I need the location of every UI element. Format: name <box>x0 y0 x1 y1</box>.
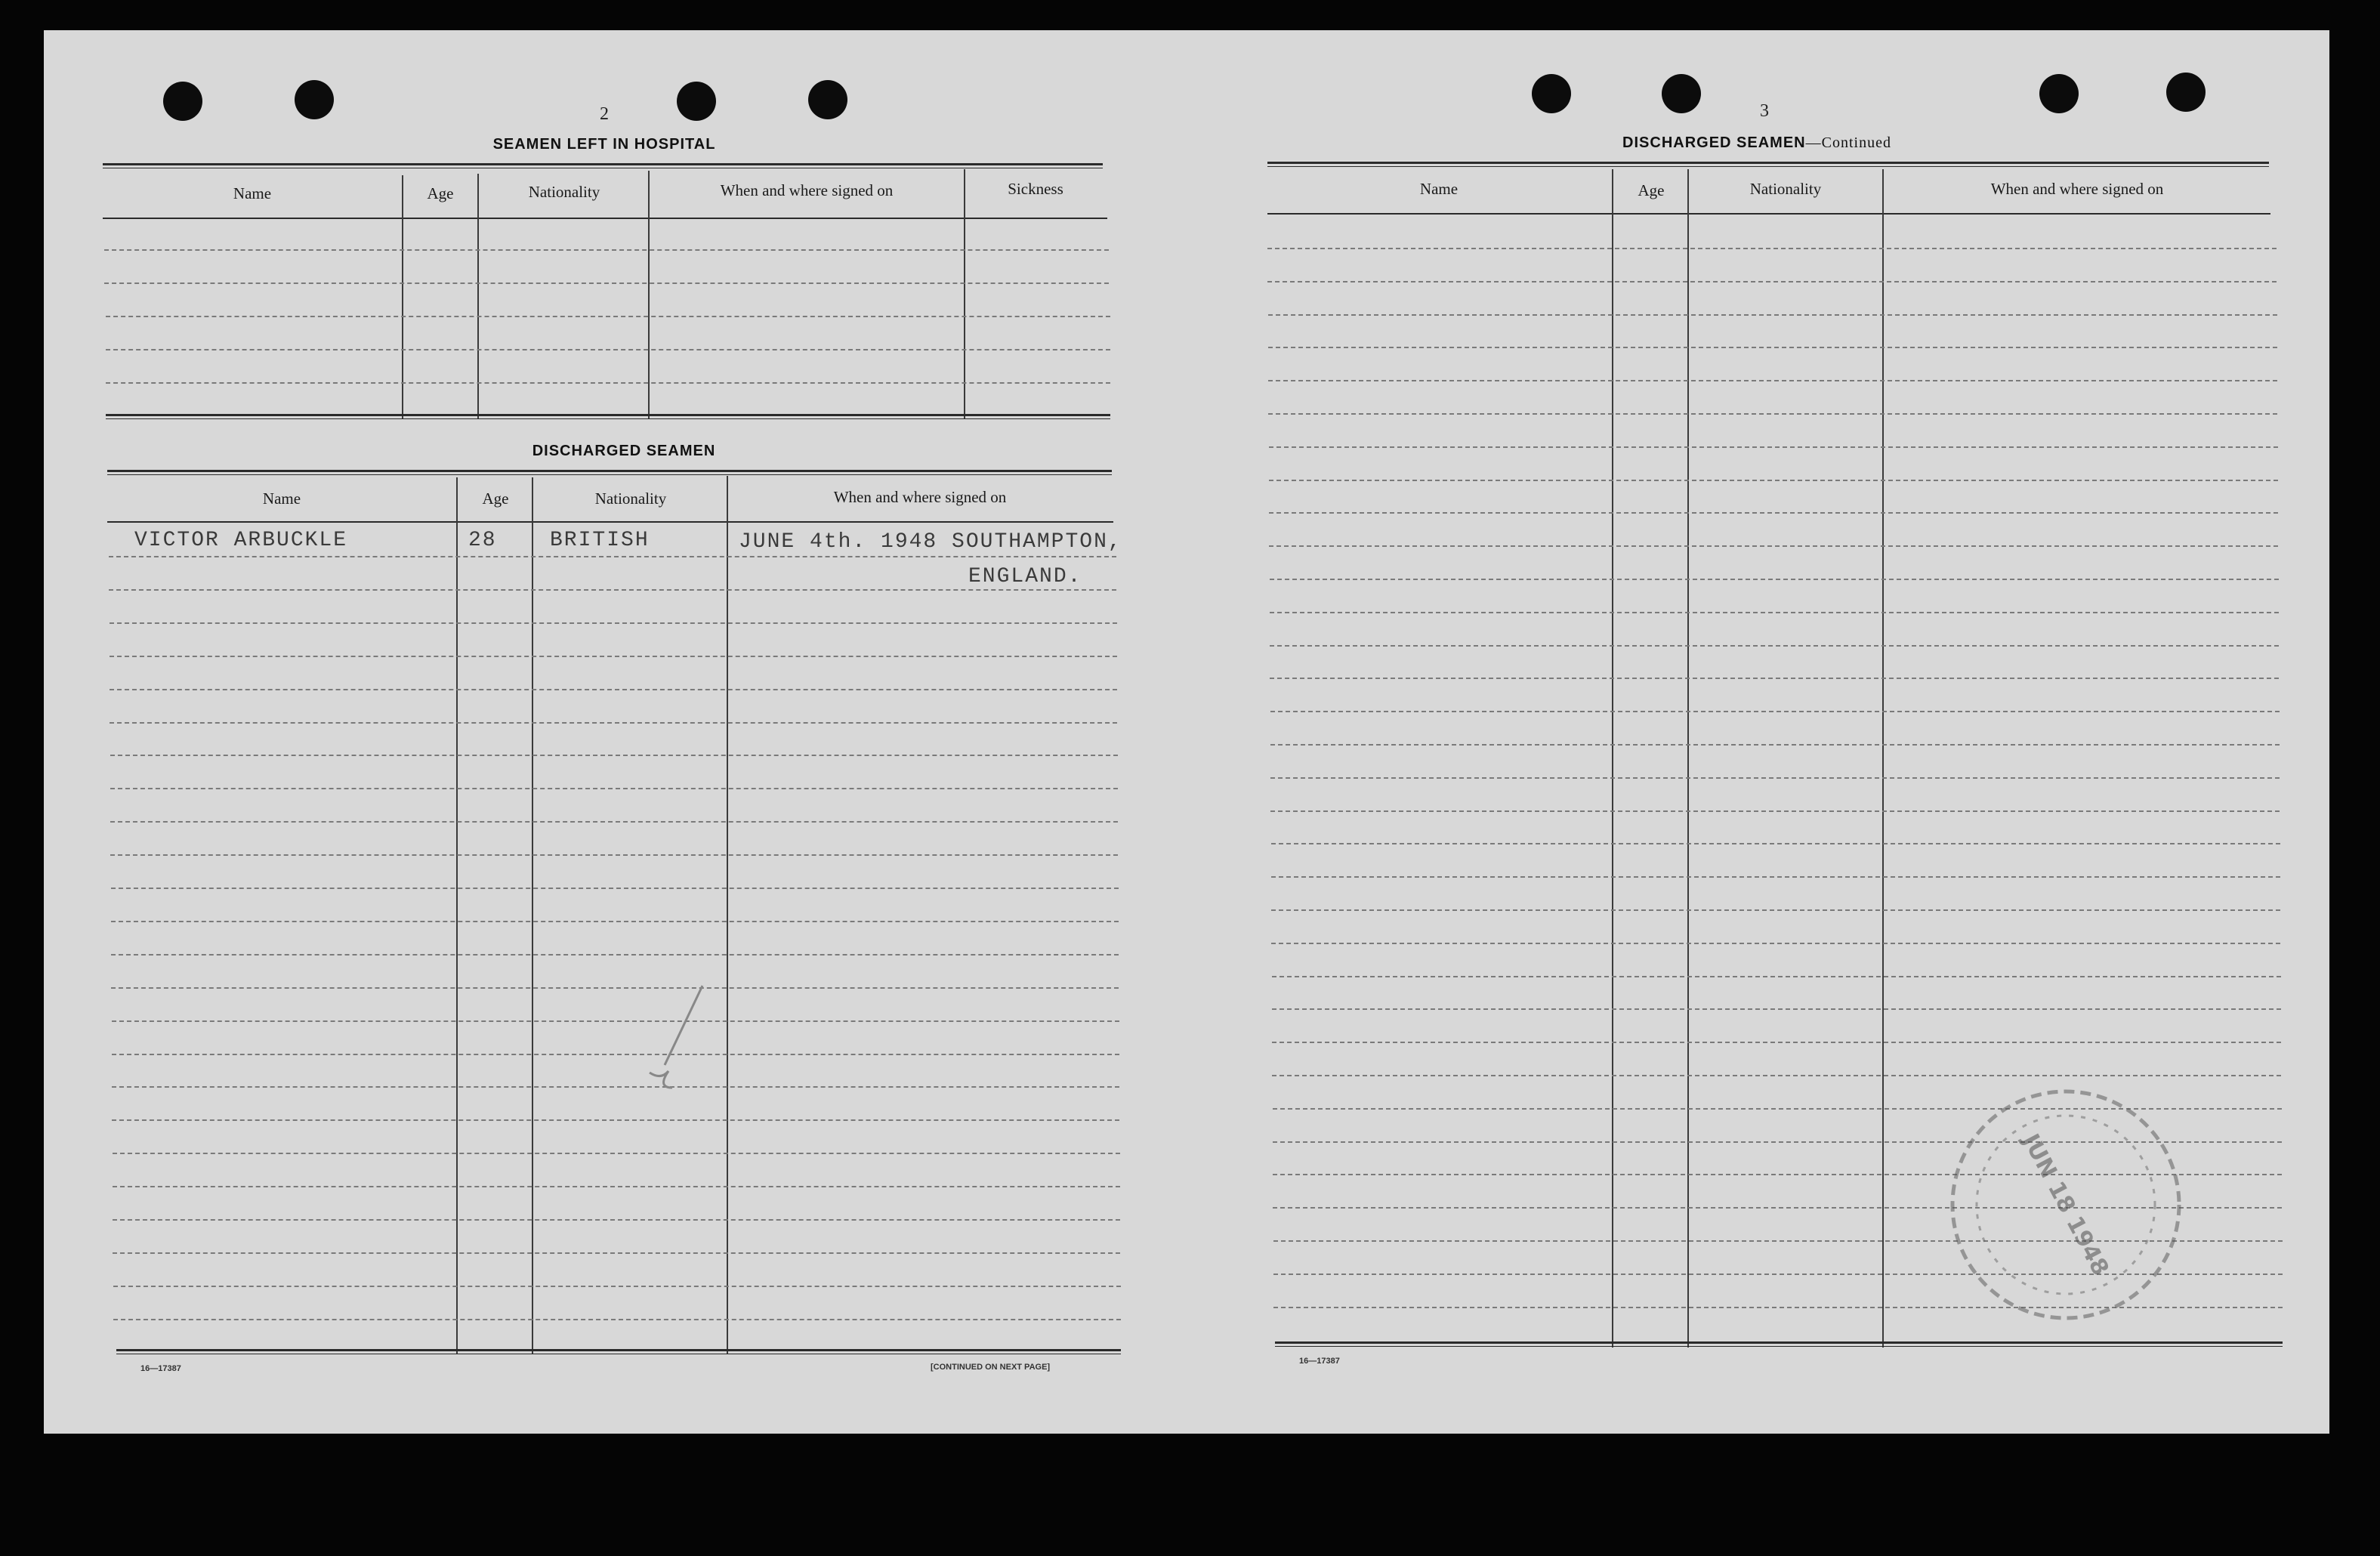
page-number-left: 2 <box>600 104 609 124</box>
discharged-row-line <box>110 722 1117 724</box>
punch-hole <box>1532 74 1571 113</box>
stamp-date: JUN 18 1948 <box>2017 1129 2114 1280</box>
discharged-row-line <box>111 987 1119 989</box>
hospital-col-age: Age <box>427 184 454 202</box>
hospital-col-signed-on: When and where signed on <box>720 181 894 199</box>
form-number-left: 16—17387 <box>140 1364 181 1373</box>
right-row-line <box>1270 645 2279 647</box>
right-row-line <box>1270 678 2279 679</box>
right-row-line <box>1267 248 2277 249</box>
continued-note: [CONTINUED ON NEXT PAGE] <box>931 1363 1051 1372</box>
right-row-line <box>1268 347 2277 348</box>
right-col-age: Age <box>1638 181 1665 199</box>
right-col-divider <box>1612 169 1613 1348</box>
discharged-table-top-rule <box>107 470 1112 475</box>
discharged-row-line <box>110 821 1118 823</box>
hospital-col-sickness: Sickness <box>1008 180 1063 198</box>
discharged-row-line <box>112 1054 1119 1055</box>
discharged-row-line <box>113 1186 1120 1187</box>
discharged-col-age: Age <box>482 489 509 508</box>
discharged-col-divider <box>456 477 458 1354</box>
hospital-col-divider <box>964 169 965 418</box>
right-row-line <box>1268 314 2277 316</box>
date-stamp <box>1941 1080 2190 1329</box>
entry-age: 28 <box>468 529 497 552</box>
entry-signed-on-line2: ENGLAND. <box>968 565 1082 588</box>
form-number-right: 16—17387 <box>1299 1357 1340 1366</box>
discharged-row-line <box>110 622 1117 624</box>
discharged-row-line <box>113 1286 1121 1287</box>
discharged-col-divider <box>727 476 728 1354</box>
discharged-section-title: DISCHARGED SEAMEN <box>532 443 716 459</box>
hospital-table-bottom-rule <box>106 414 1110 419</box>
discharged-row-line <box>110 656 1117 657</box>
discharged-row-line <box>113 1219 1120 1221</box>
hospital-row-line <box>106 316 1110 317</box>
right-row-line <box>1272 1042 2281 1043</box>
punch-hole <box>677 82 716 121</box>
punch-hole <box>1662 74 1701 113</box>
right-row-line <box>1270 744 2280 746</box>
right-col-divider <box>1687 169 1689 1348</box>
discharged-col-signed-on: When and where signed on <box>833 488 1007 506</box>
discharged-row-line <box>111 954 1119 956</box>
page-number-right: 3 <box>1760 101 1769 121</box>
hospital-header-rule <box>103 218 1107 219</box>
right-section-title <box>1515 134 1999 152</box>
punch-hole <box>2039 74 2079 113</box>
punch-hole <box>2166 73 2206 112</box>
discharged-row-line <box>110 788 1118 789</box>
right-table-top-rule <box>1267 162 2269 167</box>
right-row-line <box>1270 810 2280 812</box>
discharged-row-line <box>113 1319 1121 1320</box>
hospital-col-name: Name <box>233 184 272 202</box>
discharged-col-nationality: Nationality <box>594 489 667 508</box>
right-header-rule <box>1267 213 2270 215</box>
discharged-row-line <box>109 589 1116 591</box>
right-row-line <box>1270 777 2280 779</box>
discharged-row-line <box>109 556 1116 557</box>
right-row-line <box>1270 612 2279 613</box>
right-row-line <box>1271 843 2280 844</box>
discharged-row-line <box>113 1153 1120 1154</box>
right-row-line <box>1269 545 2278 547</box>
right-row-line <box>1268 413 2277 415</box>
entry-signed-on-line1: JUNE 4th. 1948 SOUTHAMPTON, <box>739 530 1122 554</box>
right-row-line <box>1272 976 2281 977</box>
right-row-line <box>1272 1008 2281 1010</box>
discharged-row-line <box>111 888 1119 889</box>
right-row-line <box>1268 380 2277 381</box>
right-row-line <box>1269 480 2278 481</box>
discharged-row-line <box>110 689 1117 690</box>
punch-hole <box>295 80 334 119</box>
hospital-row-line <box>104 249 1109 251</box>
right-col-name: Name <box>1419 180 1459 198</box>
right-row-line <box>1271 943 2280 944</box>
right-row-line <box>1271 876 2280 878</box>
discharged-row-line <box>112 1119 1119 1121</box>
discharged-header-rule <box>107 521 1113 523</box>
discharged-table-bottom-rule <box>116 1349 1121 1354</box>
right-row-line <box>1272 1075 2281 1076</box>
right-title-suffix: —Continued <box>1805 134 1891 151</box>
punch-hole <box>163 82 202 121</box>
hospital-row-line <box>104 282 1109 284</box>
entry-name: VICTOR ARBUCKLE <box>134 529 348 552</box>
hospital-table-top-rule <box>103 163 1103 168</box>
discharged-row-line <box>112 1020 1119 1022</box>
discharged-row-line <box>111 921 1119 922</box>
right-row-line <box>1269 446 2278 448</box>
punch-hole <box>808 80 847 119</box>
hospital-col-divider <box>648 171 650 418</box>
right-row-line <box>1269 512 2278 514</box>
discharged-col-divider <box>532 477 533 1354</box>
right-col-divider <box>1882 169 1884 1348</box>
pencil-mark <box>634 982 710 1095</box>
right-table-bottom-rule <box>1275 1341 2283 1347</box>
entry-nationality: BRITISH <box>550 529 650 552</box>
discharged-row-line <box>110 755 1118 756</box>
hospital-col-nationality: Nationality <box>528 183 600 201</box>
right-col-nationality: Nationality <box>1749 180 1822 198</box>
hospital-row-line <box>106 349 1110 350</box>
right-row-line <box>1271 909 2280 911</box>
discharged-row-line <box>113 1252 1120 1254</box>
right-row-line <box>1267 281 2277 282</box>
discharged-col-name: Name <box>262 489 301 508</box>
discharged-row-line <box>112 1086 1119 1088</box>
right-title-main: DISCHARGED SEAMEN <box>1622 134 1806 151</box>
hospital-section-title: SEAMEN LEFT IN HOSPITAL <box>492 136 716 153</box>
hospital-row-line <box>106 382 1110 384</box>
right-row-line <box>1270 711 2280 712</box>
right-col-signed-on: When and where signed on <box>1990 180 2164 198</box>
discharged-row-line <box>110 854 1118 856</box>
right-row-line <box>1270 579 2279 580</box>
